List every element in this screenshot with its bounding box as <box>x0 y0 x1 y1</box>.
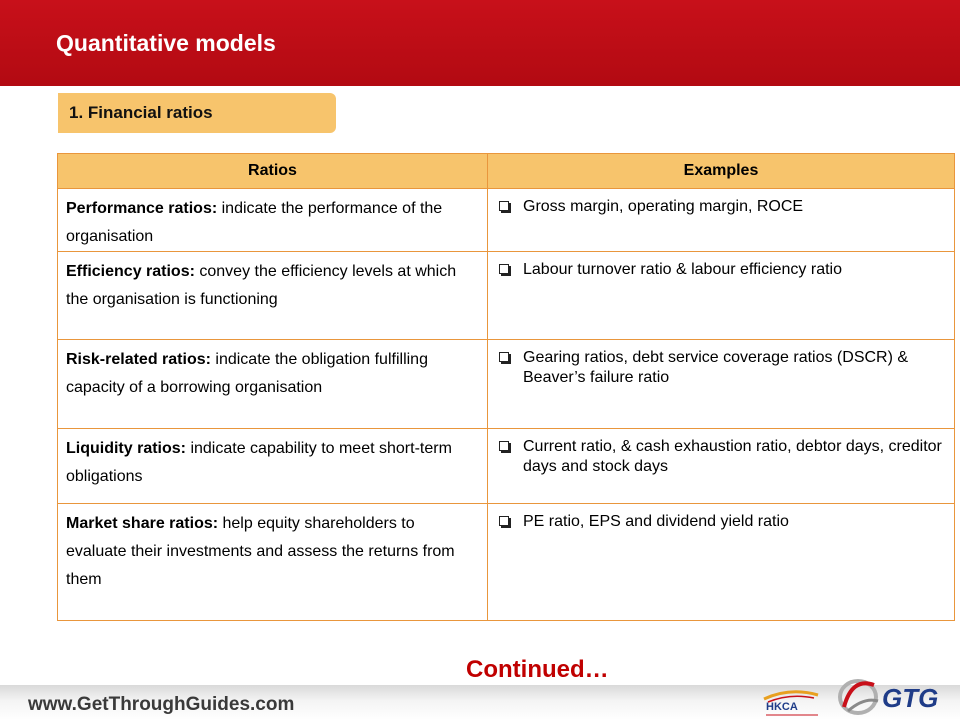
ratio-term: Market share ratios: <box>66 515 219 532</box>
ratio-term: Efficiency ratios: <box>66 263 195 280</box>
gtg-logo-text: GTG <box>882 683 939 713</box>
example-text: Gross margin, operating margin, ROCE <box>523 198 804 215</box>
example-text: PE ratio, EPS and dividend yield ratio <box>523 513 789 530</box>
hkca-logo-icon <box>760 685 824 720</box>
example-text: Current ratio, & cash exhaustion ratio, debtor days, creditor days and stock days <box>523 438 942 475</box>
ratios-table <box>57 153 955 621</box>
table-row <box>58 504 955 621</box>
column-header-ratios: Ratios <box>58 154 488 189</box>
slide-title: Quantitative models <box>56 30 276 56</box>
hkca-logo-text: HKCA <box>766 701 798 713</box>
table-header-row <box>58 154 955 189</box>
square-bullet-icon <box>499 352 509 362</box>
continued-label: Continued… <box>466 656 609 683</box>
gtg-swirl-logo-icon <box>834 667 956 719</box>
table-row <box>58 189 955 252</box>
ratio-cell <box>58 189 488 252</box>
ratio-term: Risk-related ratios: <box>66 351 211 368</box>
table-row <box>58 429 955 504</box>
example-cell <box>488 429 955 504</box>
square-bullet-icon <box>499 264 509 274</box>
example-cell <box>488 189 955 252</box>
table-row <box>58 252 955 340</box>
ratio-description: indicate the performance of the organisation <box>66 200 443 245</box>
column-header-examples: Examples <box>488 154 955 189</box>
footer-bar <box>0 685 960 720</box>
section-subtitle: 1. Financial ratios <box>58 93 336 133</box>
ratio-description: indicate capability to meet short-term obligations <box>66 440 452 485</box>
ratio-cell <box>58 340 488 429</box>
header-bar <box>0 0 960 86</box>
ratio-description: convey the efficiency levels at which the organisation is functioning <box>66 263 457 308</box>
ratio-cell <box>58 252 488 340</box>
ratio-cell <box>58 429 488 504</box>
example-cell <box>488 504 955 621</box>
example-cell <box>488 340 955 429</box>
ratio-description: help equity shareholders to evaluate their investments and assess the returns from them <box>66 515 455 588</box>
square-bullet-icon <box>499 516 509 526</box>
square-bullet-icon <box>499 201 509 211</box>
ratio-cell <box>58 504 488 621</box>
ratio-term: Liquidity ratios: <box>66 440 186 457</box>
square-bullet-icon <box>499 441 509 451</box>
ratio-description: indicate the obligation fulfilling capacity of a borrowing organisation <box>66 351 428 396</box>
example-text: Labour turnover ratio & labour efficiency ratio <box>523 261 842 278</box>
table-row <box>58 340 955 429</box>
example-cell <box>488 252 955 340</box>
ratio-term: Performance ratios: <box>66 200 218 217</box>
website-url[interactable]: www.GetThroughGuides.com <box>28 694 295 715</box>
example-text: Gearing ratios, debt service coverage ratios (DSCR) & Beaver’s failure ratio <box>523 349 909 386</box>
